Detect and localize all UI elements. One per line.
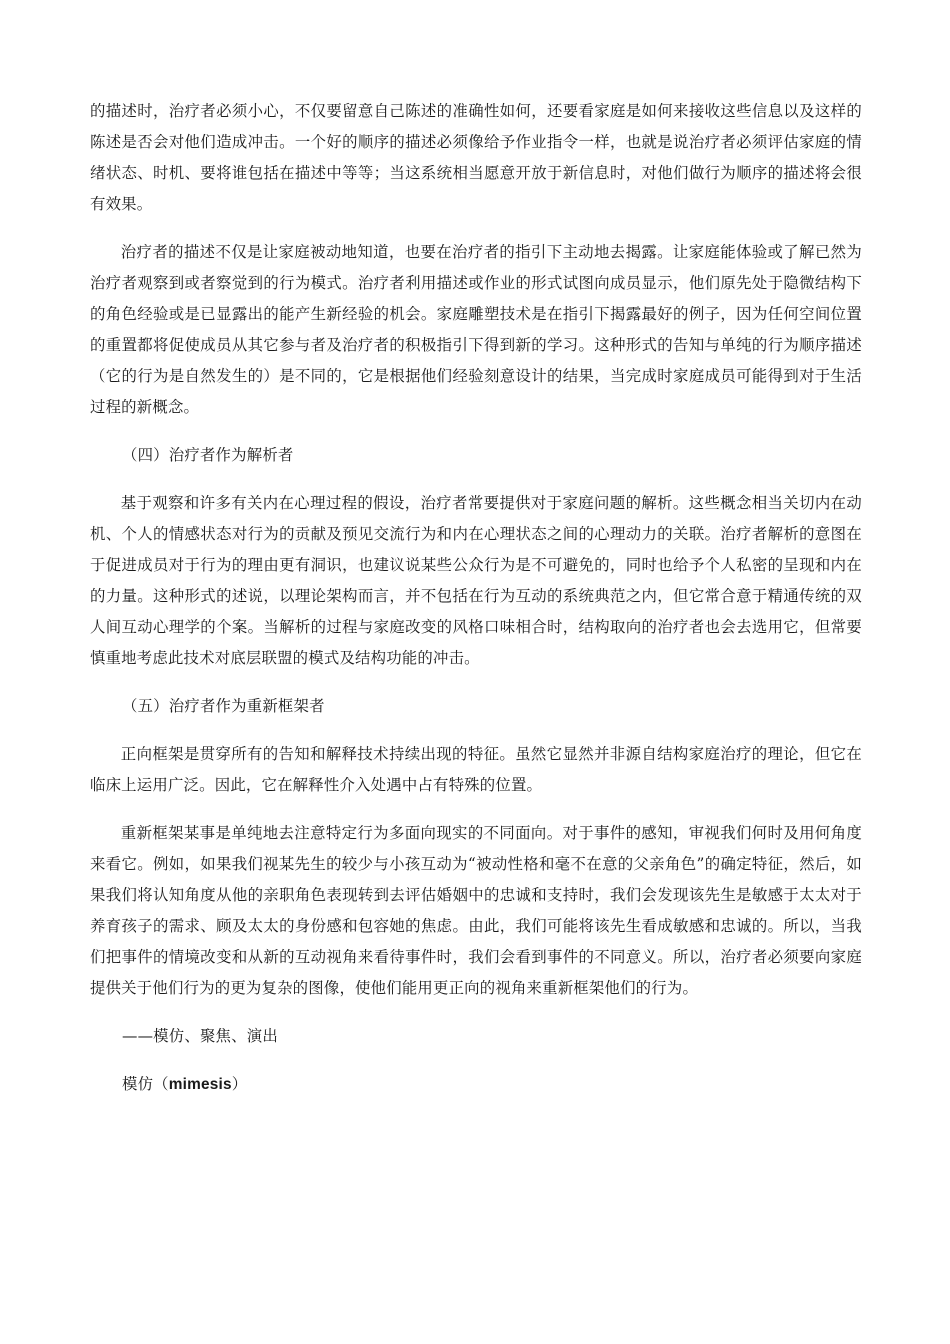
mimesis-term: mimesis (168, 1076, 232, 1093)
paragraph-reframing: 重新框架某事是单纯地去注意特定行为多面向现实的不同面向。对于事件的感知，审视我们何时及用何角度来看它。例如，如果我们视某先生的较少与小孩互动为“被动性格和毫不在意的父亲角色”的确定特征，然后，如果我们将认知角度从他的亲职角色表现转到去评估婚姻中的忠诚和支持时，我们会发现该先生是敏感于太太对于养育孩子的需求、顾及太太的身份感和包容她的焦虑。由此，我们可能将该先生看成敏感和忠诚的。所以，当我们把事件的情境改变和从新的互动视角来看待事件时，我们会看到事件的不同意义。所以，治疗者必须要向家庭提供关于他们行为的更为复杂的图像，使他们能用更正向的视角来重新框架他们的行为。 (90, 824, 862, 997)
paragraph-positive-framing: 正向框架是贯穿所有的告知和解释技术持续出现的特征。虽然它显然并非源自结构家庭治疗的理论，但它在临床上运用广泛。因此，它在解释性介入处遇中占有特殊的位置。 (90, 745, 862, 794)
paragraph-continued-description: 的描述时，治疗者必须小心，不仅要留意自己陈述的准确性如何，还要看家庭是如何来接收这些信息以及这样的陈述是否会对他们造成冲击。一个好的顺序的描述必须像给予作业指令一样，也就是说治疗者必须评估家庭的情绪状态、时机、要将谁包括在描述中等等；当这系统相当愿意开放于新信息时，对他们做行为顺序的描述将会很有效果。 (90, 102, 862, 213)
mimesis-suffix: ） (231, 1075, 248, 1093)
subheading-mimesis (90, 1069, 862, 1100)
paragraph-therapist-description: 治疗者的描述不仅是让家庭被动地知道，也要在治疗者的指引下主动地去揭露。让家庭能体验或了解已然为治疗者观察到或者察觉到的行为模式。治疗者利用描述或作业的形式试图向成员显示，他们原先处于隐微结构下的角色经验或是已显露出的能产生新经验的机会。家庭雕塑技术是在指引下揭露最好的例子，因为任何空间位置的重置都将促使成员从其它参与者及治疗者的积极指引下得到新的学习。这种形式的告知与单纯的行为顺序描述（它的行为是自然发生的）是不同的，它是根据他们经验刻意设计的结果，当完成时家庭成员可能得到对于生活过程的新概念。 (90, 243, 862, 416)
subheading-mimesis-focus-enactment: ——模仿、聚焦、演出 (122, 1027, 278, 1045)
section-heading-reframer: （五）治疗者作为重新框架者 (122, 697, 325, 715)
paragraph-interpretation: 基于观察和许多有关内在心理过程的假设，治疗者常要提供对于家庭问题的解析。这些概念相当关切内在动机、个人的情感状态对行为的贡献及预见交流行为和内在心理状态之间的心理动力的关联。治疗者解析的意图在于促进成员对于行为的理由更有洞识，也建议说某些公众行为是不可避免的，同时也给予个人私密的呈现和内在的力量。这种形式的述说，以理论架构而言，并不包括在行为互动的系统典范之内，但它常合意于精通传统的双人间互动心理学的个案。当解析的过程与家庭改变的风格口味相合时，结构取向的治疗者也会去选用它，但常要慎重地考虑此技术对底层联盟的模式及结构功能的冲击。 (90, 494, 862, 667)
mimesis-prefix: 模仿（ (122, 1075, 169, 1093)
document-page (90, 96, 862, 1117)
section-heading-interpreter: （四）治疗者作为解析者 (122, 446, 294, 464)
